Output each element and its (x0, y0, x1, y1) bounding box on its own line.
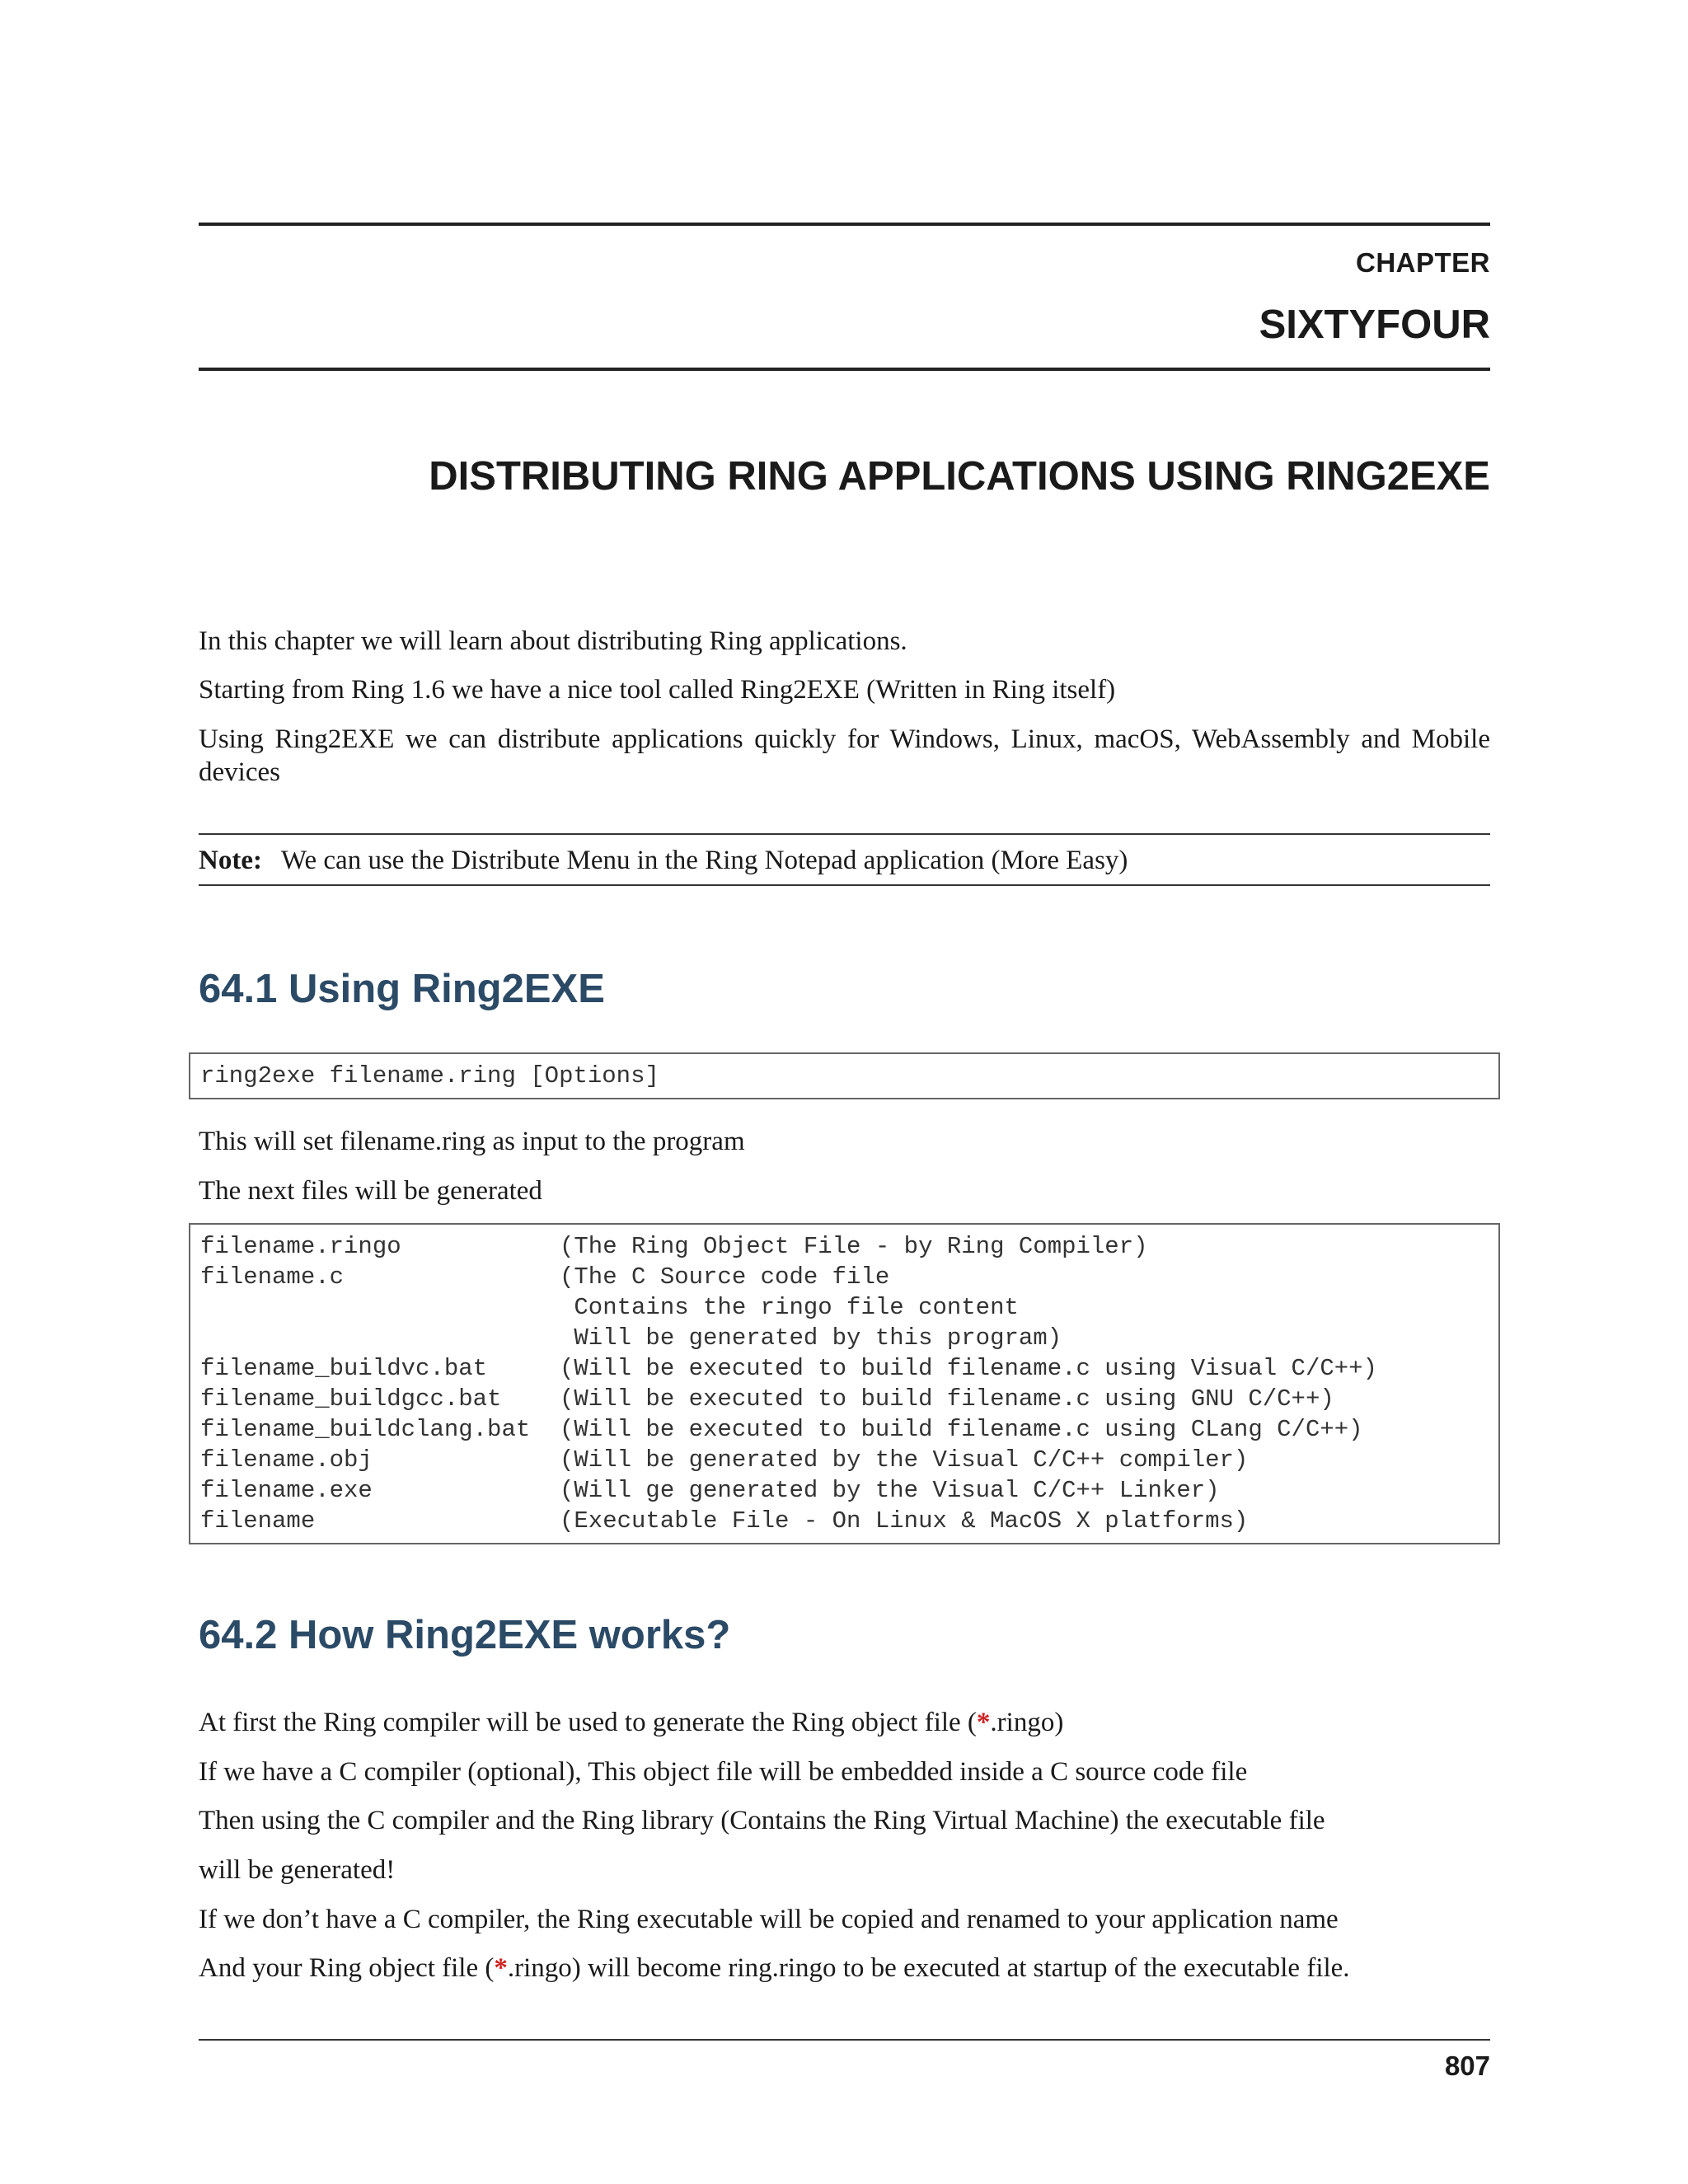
section2-paragraph-3: Then using the C compiler and the Ring library (Contains the Ring Virtual Machine) the executable file (199, 1806, 1325, 1835)
code-line (200, 1475, 1489, 1506)
file-description: (Will be executed to build filename.c using CLang C/C++) (560, 1416, 1363, 1443)
code-line (200, 1323, 1489, 1353)
file-description: Will be generated by this program) (560, 1324, 1062, 1352)
section-heading-using-ring2exe: 64.1 Using Ring2EXE (199, 967, 605, 1011)
section2-p6-text: And your Ring object file ( (199, 1953, 495, 1983)
section2-paragraph-4: will be generated! (199, 1855, 396, 1885)
note-text: We can use the Distribute Menu in the Ring Notepad application (More Easy) (281, 846, 1128, 875)
section2-p6-ext: .ringo) will become ring.ringo to be executed at startup of the executable file. (507, 1953, 1350, 1983)
file-name: filename_buildgcc.bat (200, 1385, 502, 1413)
code-line (200, 1506, 1489, 1536)
file-name: filename.c (200, 1263, 345, 1291)
file-name: filename.obj (200, 1446, 373, 1474)
file-description: (The C Source code file (560, 1263, 890, 1291)
code-line (200, 1262, 1489, 1292)
section1-paragraph-1: This will set filename.ring as input to the program (199, 1127, 745, 1156)
file-description: (Will be executed to build filename.c using GNU C/C++) (560, 1385, 1334, 1413)
page-number: 807 (1444, 2050, 1490, 2081)
file-name: filename.ringo (200, 1233, 401, 1260)
command-line: ring2exe filename.ring [Options] (200, 1062, 659, 1090)
code-line (200, 1384, 1489, 1414)
file-description: (Will be generated by the Visual C/C++ compiler) (560, 1446, 1249, 1474)
file-name: filename_buildclang.bat (200, 1416, 531, 1443)
section-heading-how-ring2exe-works: 64.2 How Ring2EXE works? (199, 1613, 731, 1657)
chapter-label: CHAPTER (1355, 247, 1490, 278)
note-admonition (199, 833, 1490, 886)
code-line (200, 1231, 1489, 1262)
section2-p1-ext: .ringo) (990, 1708, 1064, 1737)
section2-paragraph-5: If we don’t have a C compiler, the Ring executable will be copied and renamed to your application name (199, 1905, 1339, 1934)
note-label: Note: (199, 846, 262, 875)
file-description: (The Ring Object File - by Ring Compiler) (560, 1233, 1148, 1260)
code-line (200, 1445, 1489, 1475)
file-description: (Will ge generated by the Visual C/C++ Linker) (560, 1477, 1220, 1504)
asterisk-wildcard: * (976, 1708, 991, 1737)
generated-files-code-block (189, 1223, 1500, 1544)
section2-p1-text: At first the Ring compiler will be used to generate the Ring object file ( (199, 1708, 977, 1737)
section2-paragraph-1 (199, 1706, 1490, 1739)
footer-rule (199, 2039, 1490, 2041)
command-code-block (189, 1052, 1500, 1099)
chapter-bottom-rule (199, 368, 1490, 371)
chapter-number: SIXTYFOUR (1259, 302, 1490, 347)
file-description: (Will be executed to build filename.c using Visual C/C++) (560, 1355, 1377, 1382)
section2-paragraph-2: If we have a C compiler (optional), This object file will be embedded inside a C source code file (199, 1757, 1248, 1787)
chapter-title: DISTRIBUTING RING APPLICATIONS USING RING2EXE (429, 454, 1490, 499)
file-name: filename.exe (200, 1477, 373, 1504)
file-description: Contains the ringo file content (560, 1294, 1019, 1321)
section1-paragraph-2: The next files will be generated (199, 1176, 542, 1206)
intro-paragraph-1: In this chapter we will learn about distributing Ring applications. (199, 626, 907, 656)
intro-paragraph-3: Using Ring2EXE we can distribute applications quickly for Windows, Linux, macOS, WebAssembly and Mobile devices (199, 724, 1490, 787)
file-description: (Executable File - On Linux & MacOS X platforms) (560, 1507, 1249, 1535)
file-name: filename (200, 1507, 316, 1535)
intro-paragraph-2: Starting from Ring 1.6 we have a nice tool called Ring2EXE (Written in Ring itself) (199, 675, 1116, 705)
chapter-top-rule (199, 223, 1490, 226)
code-line (200, 1353, 1489, 1384)
code-line (200, 1414, 1489, 1445)
file-name: filename_buildvc.bat (200, 1355, 488, 1382)
code-line (200, 1292, 1489, 1323)
asterisk-wildcard: * (494, 1953, 508, 1983)
section2-paragraph-6 (199, 1952, 1490, 1985)
